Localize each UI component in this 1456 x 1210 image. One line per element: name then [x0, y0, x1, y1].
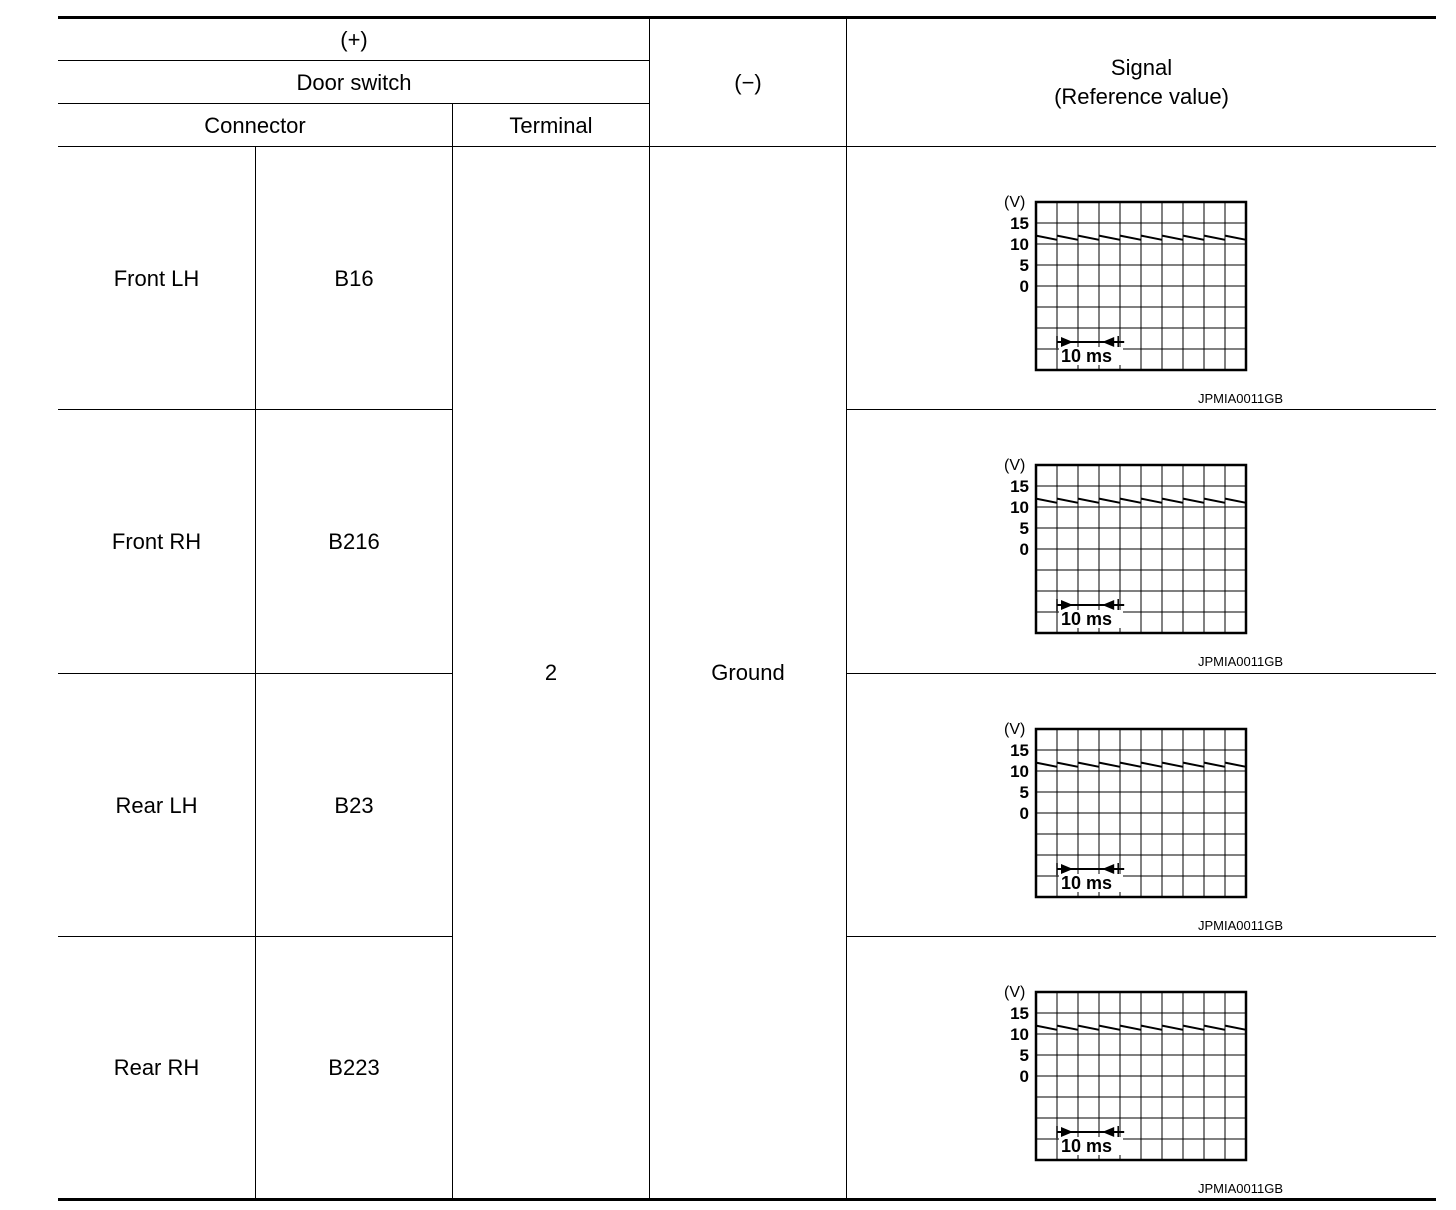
row-2-door: Front RH — [111, 529, 202, 554]
y-tick-label: 15 — [1010, 214, 1029, 233]
y-tick-label: 15 — [1010, 477, 1029, 496]
y-tick-label: 5 — [1019, 256, 1029, 275]
row-1-connector: B16 — [334, 265, 374, 291]
header-signal-title: Signal — [1110, 55, 1173, 80]
y-tick-label: 5 — [1019, 519, 1029, 538]
y-tick-label: 0 — [1019, 1067, 1029, 1086]
waveform-graph — [986, 717, 1306, 917]
header-minus: (−) — [734, 69, 762, 95]
figure-code: JPMIA0011GB — [1198, 654, 1284, 669]
y-tick-label: 10 — [1010, 235, 1029, 254]
y-axis-unit: (V) — [1004, 457, 1026, 474]
header-plus: (+) — [340, 26, 368, 52]
ground-value: Ground — [711, 660, 785, 685]
row-3-connector: B23 — [334, 792, 374, 818]
header-signal — [847, 18, 1436, 146]
y-tick-label: 5 — [1019, 1046, 1029, 1065]
y-axis-unit: (V) — [1004, 984, 1026, 1001]
y-tick-label: 10 — [1010, 762, 1029, 781]
time-scale-label: 10 ms — [1061, 346, 1113, 366]
row-2-signal-waveform — [986, 453, 1306, 683]
col-rule-signal — [846, 17, 847, 1200]
y-tick-label: 0 — [1019, 277, 1029, 296]
header-signal-subtitle: (Reference value) — [1054, 84, 1229, 109]
y-axis-unit: (V) — [1004, 721, 1026, 738]
figure-code: JPMIA0011GB — [1198, 918, 1284, 933]
header-connector: Connector — [204, 112, 306, 138]
row-4-signal-waveform — [986, 980, 1306, 1210]
row-2-connector: B216 — [328, 529, 380, 554]
waveform-graph — [986, 190, 1306, 390]
figure-code: JPMIA0011GB — [1198, 1181, 1284, 1196]
waveform-graph — [986, 453, 1306, 653]
y-tick-label: 0 — [1019, 804, 1029, 823]
figure-code: JPMIA0011GB — [1198, 391, 1284, 406]
y-tick-label: 15 — [1010, 741, 1029, 760]
y-axis-unit: (V) — [1004, 194, 1026, 211]
row-4-door: Rear RH — [113, 1055, 200, 1080]
time-scale-label: 10 ms — [1061, 1136, 1113, 1156]
row-1-door: Front LH — [113, 265, 200, 291]
row-4-connector: B223 — [328, 1055, 380, 1080]
terminal-value: 2 — [544, 660, 558, 685]
y-tick-label: 10 — [1010, 1025, 1029, 1044]
y-tick-label: 10 — [1010, 498, 1029, 517]
row-3-door: Rear LH — [115, 792, 198, 818]
y-tick-label: 5 — [1019, 783, 1029, 802]
row-1-signal-waveform — [986, 190, 1306, 420]
y-tick-label: 15 — [1010, 1004, 1029, 1023]
time-scale-label: 10 ms — [1061, 609, 1113, 629]
row-3-signal-waveform — [986, 717, 1306, 947]
waveform-graph — [986, 980, 1306, 1180]
header-door-switch: Door switch — [296, 69, 412, 95]
time-scale-label: 10 ms — [1061, 873, 1113, 893]
header-terminal: Terminal — [509, 112, 593, 138]
y-tick-label: 0 — [1019, 540, 1029, 559]
